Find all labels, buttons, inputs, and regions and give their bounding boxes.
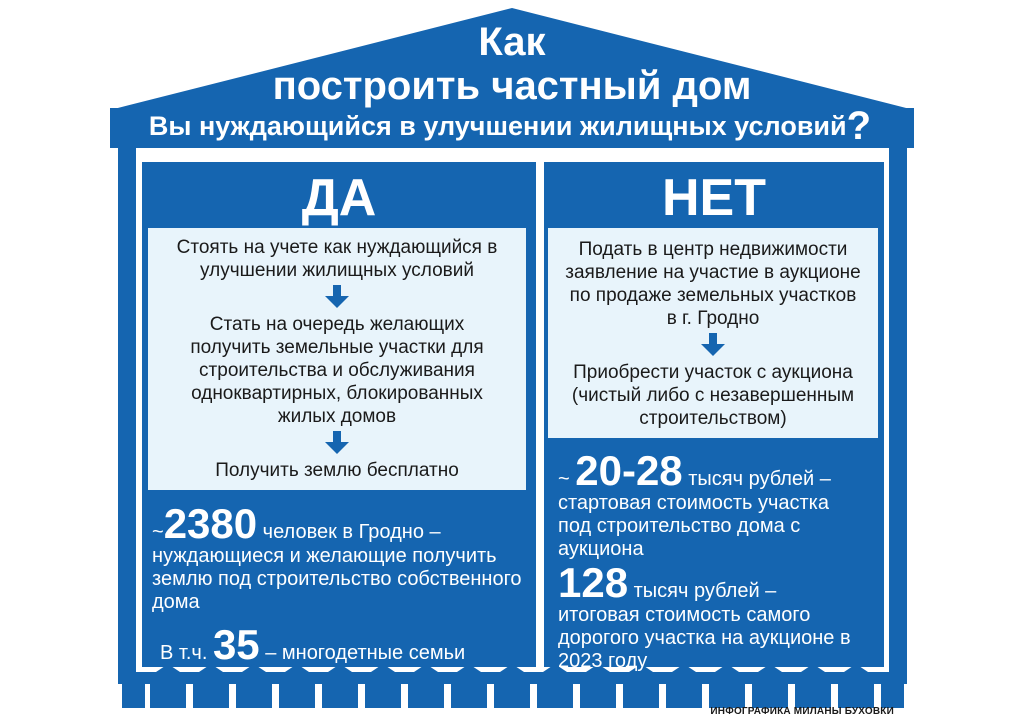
title-line-1: Как [478, 20, 546, 64]
no-steps-box [548, 228, 878, 438]
approx-sign: ~ [152, 521, 164, 543]
yes-step-2: Стать на очередь желающих получить земельные участки для строительства и обслуживания одноквартирных, блокированных жилых домов [190, 314, 484, 427]
no-step-2: Приобрести участок с аукциона (чистый либо с незавершенным строительством) [571, 362, 855, 429]
stat-description: итоговая стоимость самого дорогого участка на аукционе в 2023 году [558, 604, 851, 672]
yes-steps-box [148, 228, 526, 490]
arrow-down-icon [324, 431, 350, 455]
yes-stat-people [152, 500, 528, 614]
approx-sign: ~ [558, 468, 576, 490]
stat-prefix: В т.ч. [160, 642, 213, 664]
stat-number: 35 [212, 621, 260, 668]
yes-step-3: Получить землю бесплатно [215, 460, 459, 481]
no-step-1: Подать в центр недвижимости заявление на участие в аукционе по продаже земельных участков в г. Гродно [565, 239, 861, 329]
title-line-2: построить частный дом [272, 64, 752, 108]
credit-text: ИНФОГРАФИКА МИЛАНЫ БУХОВКИ [710, 706, 894, 717]
yes-step-1: Стоять на учете как нуждающийся в улучшении жилищных условий [176, 237, 498, 281]
yes-heading: ДА [301, 169, 377, 227]
no-stat-max-price [558, 559, 880, 673]
stat-label: тысяч рублей – [682, 468, 831, 490]
stat-number: 20-28 [575, 447, 683, 494]
right-post [889, 148, 907, 678]
arrow-down-icon [324, 285, 350, 309]
stat-description: нуждающиеся и желающие получить землю под строительство собственного дома [152, 545, 522, 613]
subtitle-question [110, 104, 910, 148]
arrow-down-icon [700, 333, 726, 357]
stat-description: стартовая стоимость участка под строительство дома с аукциона [558, 492, 829, 560]
stat-label: тысяч рублей – [628, 580, 777, 602]
subtitle-text: Вы нуждающийся в улучшении жилищных условий [148, 111, 847, 141]
yes-stat-families [160, 621, 530, 668]
stat-label: человек в Гродно – [257, 521, 441, 543]
no-heading: НЕТ [662, 169, 766, 227]
stat-number: 2380 [163, 500, 258, 547]
stat-number: 128 [558, 559, 629, 606]
question-mark: ? [846, 104, 872, 148]
stat-label: – многодетные семьи [259, 642, 466, 664]
left-post [118, 148, 136, 678]
no-stat-start-price [558, 447, 880, 561]
